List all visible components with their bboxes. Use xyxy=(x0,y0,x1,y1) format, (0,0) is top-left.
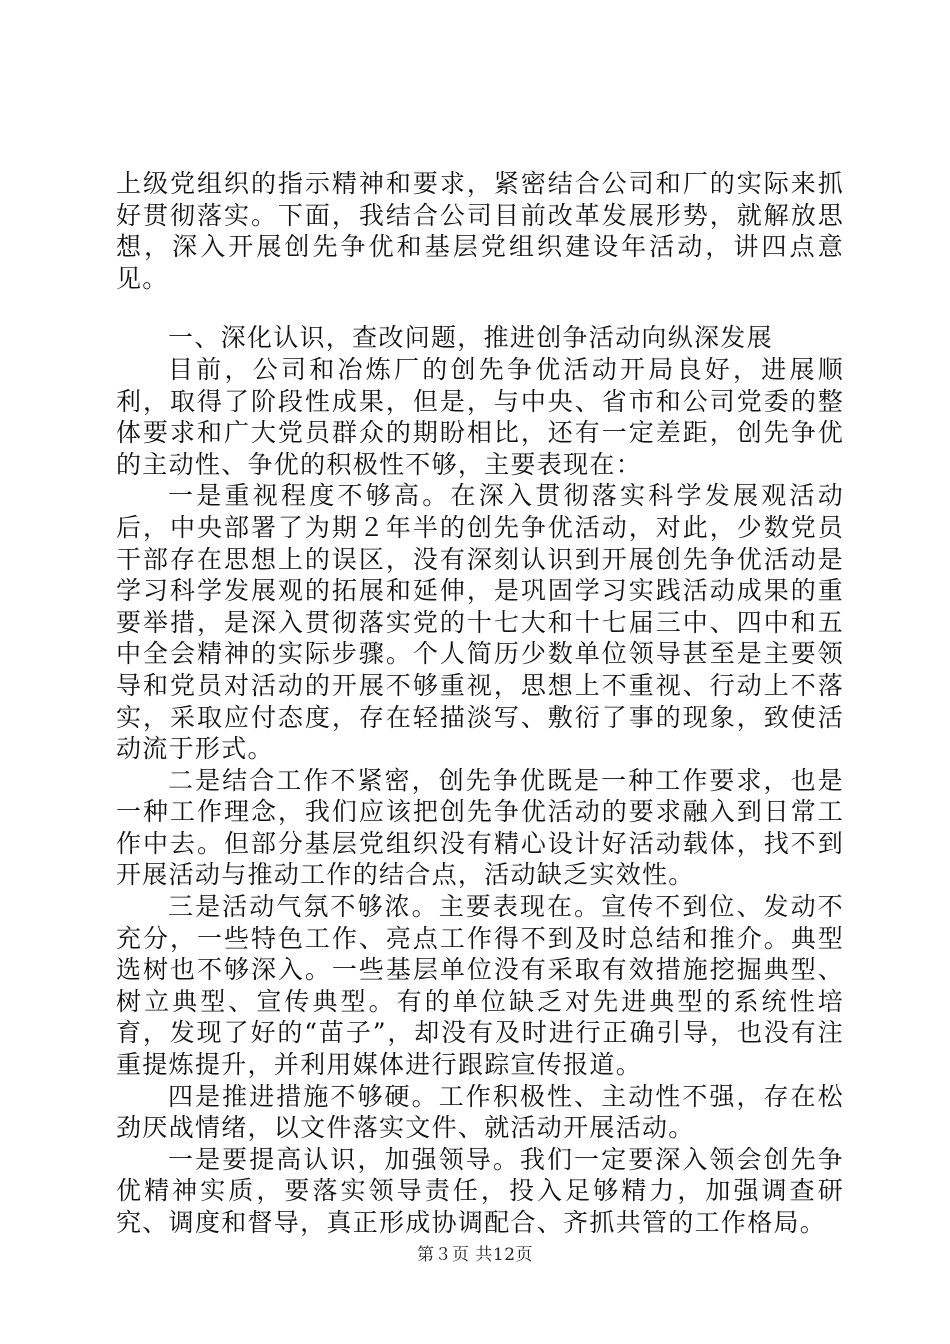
paragraph-overview: 目前，公司和冶炼厂的创先争优活动开局良好，进展顺利，取得了阶段性成果，但是，与中央、省市和公司党委的整体要求和广大党员群众的期盼相比，还有一定差距，创先争优的主动性、争优的积极性不够，主要表现在： xyxy=(116,354,844,479)
paragraph-intro: 上级党组织的指示精神和要求，紧密结合公司和厂的实际来抓好贯彻落实。下面，我结合公司目前改革发展形势，就解放思想，深入开展创先争优和基层党组织建设年活动，讲四点意见。 xyxy=(116,169,844,293)
paragraph-point-two: 二是结合工作不紧密，创先争优既是一种工作要求，也是一种工作理念，我们应该把创先争优活动的要求融入到日常工作中去。但部分基层党组织没有精心设计好活动载体，找不到开展活动与推动工作的结合点，活动缺乏实效性。 xyxy=(116,765,844,890)
paragraph-gap xyxy=(116,294,844,322)
paragraph-point-three: 三是活动气氛不够浓。主要表现在。宣传不到位、发动不充分，一些特色工作、亮点工作得不到及时总结和推介。典型选树也不够深入。一些基层单位没有采取有效措施挖掘典型、树立典型、宣传典型。有的单位缺乏对先进典型的系统性培育，发现了好的“苗子”，却没有及时进行正确引导，也没有注重提炼提升，并利用媒体进行跟踪宣传报道。 xyxy=(116,892,844,1080)
page-number-footer: 第３页 共12页 xyxy=(416,1245,534,1265)
section-heading: 一、深化认识，查改问题，推进创争活动向纵深发展 xyxy=(168,323,773,353)
document-body xyxy=(116,168,844,1239)
paragraph-point-one: 一是重视程度不够高。在深入贯彻落实科学发展观活动后，中央部署了为期２年半的创先争优活动，对此，少数党员干部存在思想上的误区，没有深刻认识到开展创先争优活动是学习科学发展观的拓展和延伸，是巩固学习实践活动成果的重要举措，是深入贯彻落实党的十七大和十七届三中、四中和五中全会精神的实际步骤。个人简历少数单位领导甚至是主要领导和党员对活动的开展不够重视，思想上不重视、行动上不落实，采取应付态度，存在轻描淡写、敷衍了事的现象，致使活动流于形式。 xyxy=(116,481,844,764)
paragraph-point-four: 四是推进措施不够硬。工作积极性、主动性不强，存在松劲厌战情绪，以文件落实文件、就活动开展活动。 xyxy=(116,1081,844,1143)
paragraph-measure-one: 一是要提高认识，加强领导。我们一定要深入领会创先争优精神实质，要落实领导责任，投入足够精力，加强调查研究、调度和督导，真正形成协调配合、齐抓共管的工作格局。 xyxy=(116,1144,844,1237)
